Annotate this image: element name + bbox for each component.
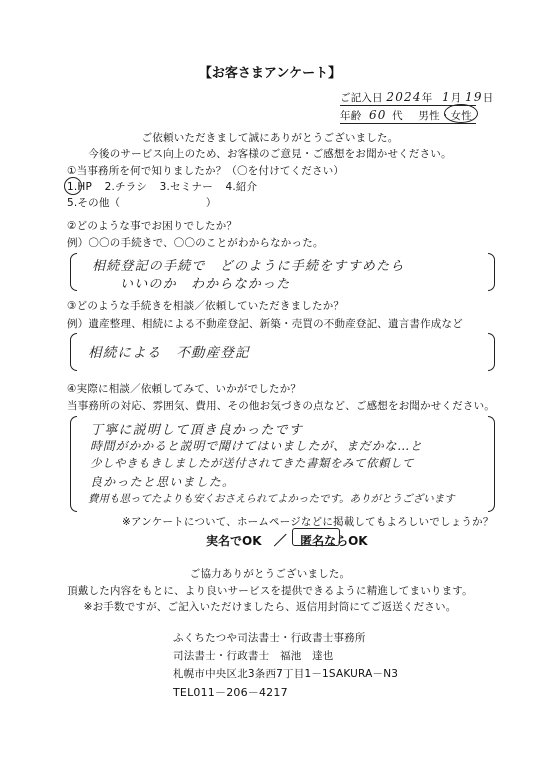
office-tel: TEL011－206－4217 — [173, 686, 288, 699]
age-value: 60 — [368, 108, 387, 122]
q1-options-row-1 — [67, 179, 257, 194]
q1-option-flyer: 2.チラシ — [104, 181, 148, 193]
q4-answer-line-2: 時間がかかると説明で聞けてはいましたが、まだかな…と — [90, 439, 423, 453]
q3-bracket-right — [488, 333, 495, 371]
page-title: 【お客さまアンケート】 — [198, 66, 342, 81]
closing-line-1: 頂戴した内容をもとに、より良いサービスを提供できるように精進してまいります。 — [67, 585, 473, 597]
q4-bracket-right — [488, 416, 495, 512]
q2-bracket-left — [70, 253, 77, 291]
consent-separator: ／ — [273, 534, 288, 549]
consent-anonymous-mark — [292, 528, 340, 546]
q3-bracket-left — [70, 333, 77, 371]
q3-question: ③どのような手続きを相談／依頼していただきましたか？ — [67, 300, 345, 312]
q1-selected-circle — [64, 177, 82, 195]
q2-answer-line-1: 相続登記の手続で どのように手続をすすめたら — [92, 259, 405, 274]
q2-question: ②どのような事でお困りでしたか？ — [67, 220, 238, 232]
q4-prompt: 当事務所の対応、雰囲気、費用、その他お気づきの点など、ご感想をお聞かせください。 — [67, 400, 495, 412]
age-unit: 代 — [392, 110, 403, 122]
consent-question: ※アンケートについて、ホームページなどに掲載してもよろしいでしょうか？ — [122, 516, 494, 528]
consent-options — [206, 530, 368, 549]
date-day-unit: 日 — [482, 92, 494, 104]
q1-option-referral: 4.紹介 — [225, 181, 258, 193]
q1-options-row-2: 5.その他（ ） — [67, 197, 217, 209]
q4-bracket-left — [70, 416, 77, 512]
gender-female: 女性 — [450, 110, 472, 122]
date-line — [340, 90, 493, 105]
q4-answer-line-3: 少しやきもきしましたが送付されてきた書類をみて依頼して — [90, 456, 414, 470]
date-month-unit: 月 — [450, 92, 462, 104]
age-label: 年齢 — [340, 110, 362, 122]
intro-line-2: 今後のサービス向上のため、お客様のご意見・ご感想をお聞かせください。 — [88, 148, 452, 160]
q4-answer-line-4: 良かったと思いました。 — [90, 475, 236, 489]
date-month: 1 — [441, 90, 451, 104]
q4-question: ④実際に相談／依頼してみて、いかがでしたか？ — [67, 383, 302, 395]
consent-option-real-name: 実名でOK — [206, 534, 262, 548]
q3-example: 例）遺産整理、相続による不動産登記、新築・売買の不動産登記、遺言書作成など — [67, 318, 463, 330]
office-name: ふくちたつや司法書士・行政書士事務所 — [173, 632, 366, 644]
date-year-unit: 年 — [421, 92, 433, 104]
office-address: 札幌市中央区北3条西7丁目1－1SAKURA－N3 — [173, 668, 399, 680]
q4-answer-line-1: 丁寧に説明して頂き良かったです — [90, 423, 304, 438]
gender-separator: ・ — [439, 110, 451, 122]
q2-answer-line-2: いいのか わからなかった — [120, 277, 291, 292]
q1-question: ①当事務所を何で知りましたか？（〇を付けてください） — [67, 165, 345, 177]
closing-thanks: ご協力ありがとうございました。 — [189, 568, 351, 580]
q4-answer-line-5: 費用も思ってたよりも安くおさえられてよかったです。ありがとうございます — [88, 493, 455, 505]
office-person: 司法書士・行政書士 福池 達也 — [173, 650, 334, 662]
gender-female-circle — [444, 104, 478, 123]
gender-male: 男性 — [418, 110, 440, 122]
closing-line-2: ※お手数ですが、ご記入いただけましたら、返信用封筒にてご返送ください。 — [83, 601, 457, 613]
date-year: 2024 — [386, 90, 422, 104]
age-underline — [340, 123, 476, 124]
q1-option-seminar: 3.セミナー — [159, 181, 213, 193]
q2-example: 例）〇〇の手続きで、〇〇のことがわからなかった。 — [67, 237, 324, 249]
q1-option-hp: 1.HP — [67, 181, 93, 193]
date-day: 19 — [465, 90, 483, 104]
date-prefix: ご記入日 — [340, 92, 383, 104]
q2-bracket-right — [488, 253, 495, 291]
q3-answer: 相続による 不動産登記 — [88, 345, 250, 361]
consent-option-anonymous: 匿名ならOK — [300, 534, 368, 548]
intro-line-1: ご依頼いただきまして誠にありがとうございました。 — [141, 132, 399, 144]
